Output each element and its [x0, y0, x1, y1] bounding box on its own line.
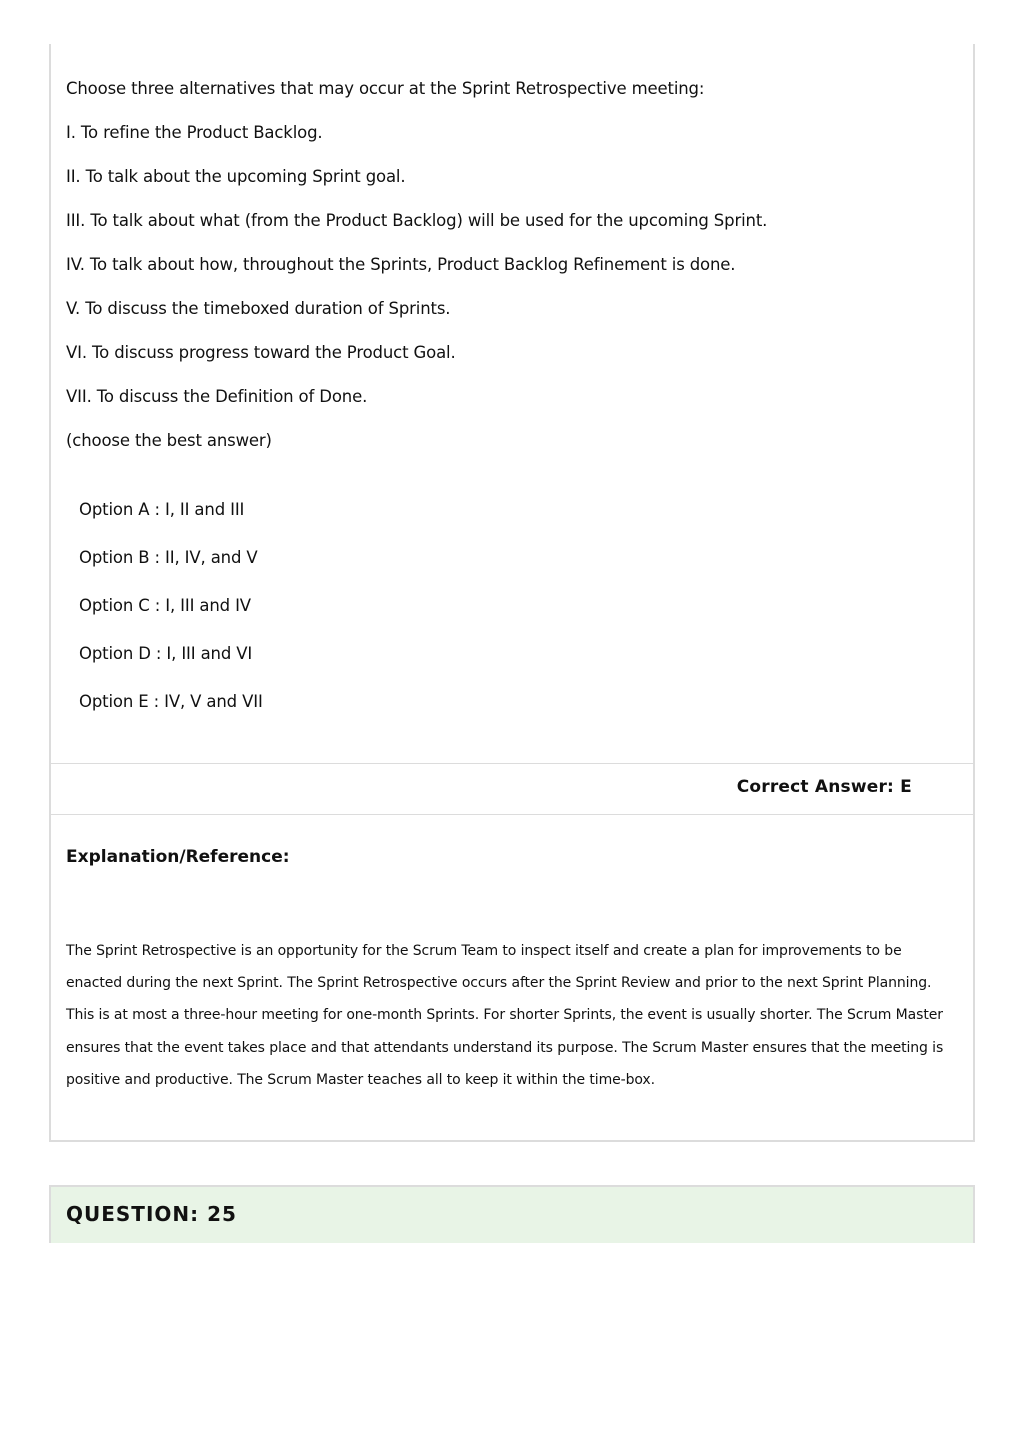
question-prompt: Choose three alternatives that may occur at the Sprint Retrospective meeting: [66, 79, 705, 98]
option-e: Option E : IV, V and VII [79, 692, 263, 711]
statement-vii: VII. To discuss the Definition of Done. [66, 387, 368, 406]
explanation-heading: Explanation/Reference: [66, 847, 290, 867]
statement-vi: VI. To discuss progress toward the Product Goal. [66, 343, 456, 362]
next-question-title: QUESTION: 25 [66, 1202, 237, 1226]
statement-iv: IV. To talk about how, throughout the Sprints, Product Backlog Refinement is done. [66, 255, 736, 274]
option-b: Option B : II, IV, and V [79, 548, 258, 567]
question-card [49, 44, 975, 1142]
option-d: Option D : I, III and VI [79, 644, 253, 663]
correct-answer: Correct Answer: E [736, 777, 912, 797]
option-c: Option C : I, III and IV [79, 596, 251, 615]
statement-v: V. To discuss the timeboxed duration of Sprints. [66, 299, 451, 318]
explanation-text: The Sprint Retrospective is an opportunity for the Scrum Team to inspect itself and create a plan for improvements to be enacted during the next Sprint. The Sprint Retrospective occurs after the Sprint Review and prior to the next Sprint Planning. This is at most a three-hour meeting for one-month Sprints. For shorter Sprints, the event is usually shorter. The Scrum Master ensures that the event takes place and that attendants understand its purpose. The Scrum Master ensures that the meeting is positive and productive. The Scrum Master teaches all to keep it within the time-box. [66, 943, 944, 1088]
statement-ii: II. To talk about the upcoming Sprint goal. [66, 167, 406, 186]
statement-i: I. To refine the Product Backlog. [66, 123, 323, 142]
option-a: Option A : I, II and III [79, 500, 245, 519]
next-question-header [49, 1185, 975, 1243]
correct-answer-bar [51, 763, 973, 815]
statement-iii: III. To talk about what (from the Product Backlog) will be used for the upcoming Sprint. [66, 211, 768, 230]
answer-instruction: (choose the best answer) [66, 431, 272, 450]
